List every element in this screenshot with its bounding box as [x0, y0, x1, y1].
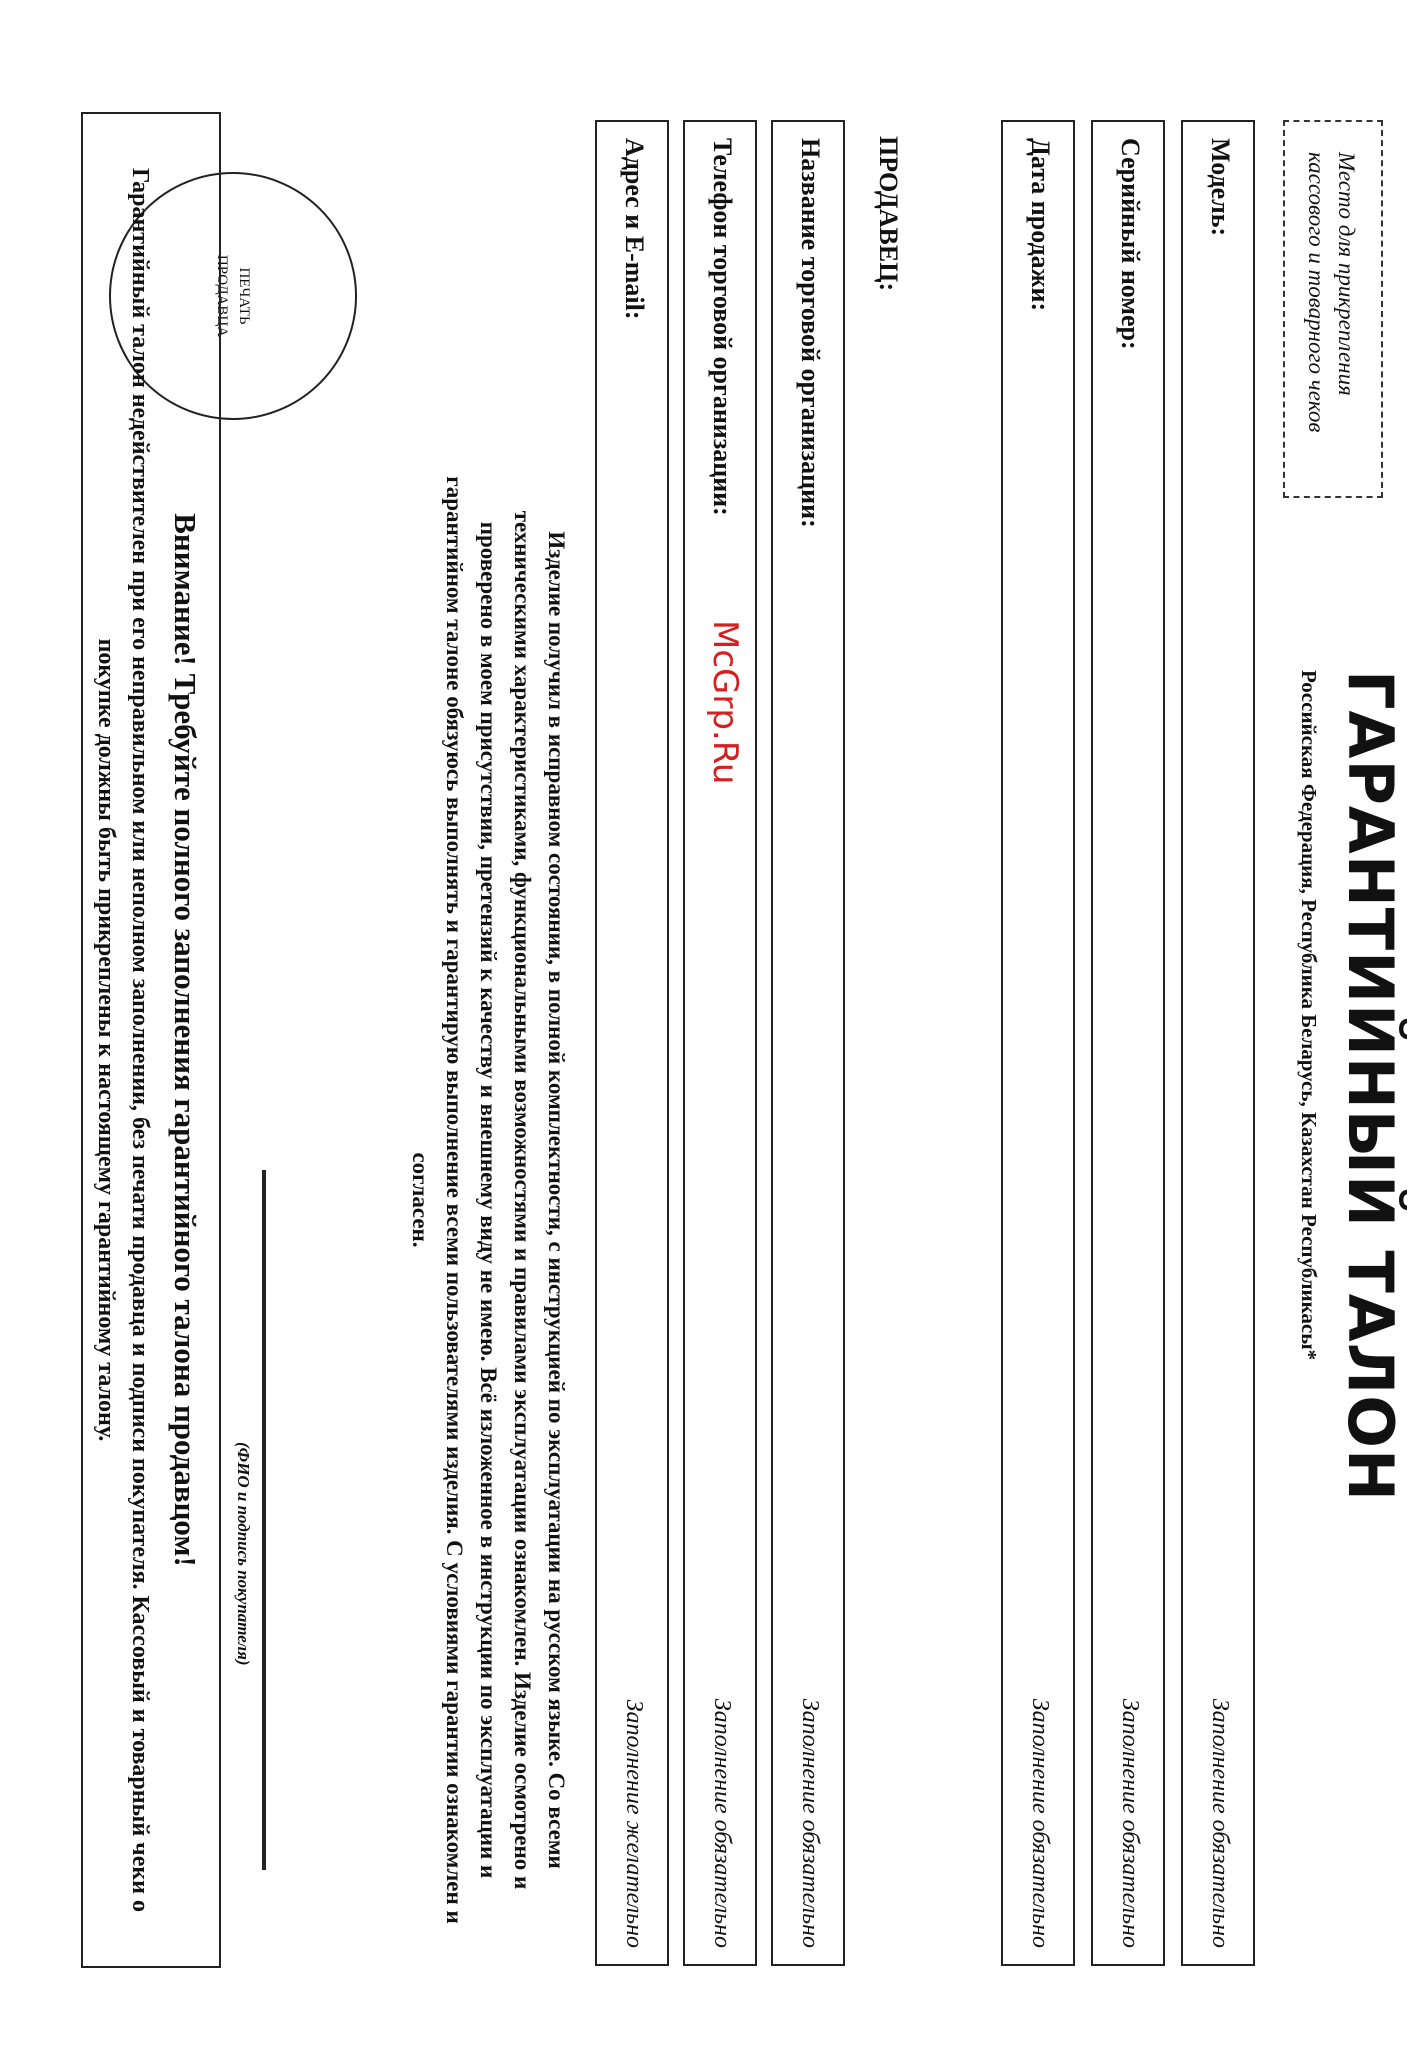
field-model[interactable] — [1181, 120, 1255, 1966]
field-label: Модель: — [1206, 138, 1235, 237]
stamp-line2: ПРОДАВЦА — [214, 254, 230, 338]
stamp-line1: ПЕЧАТЬ — [236, 267, 252, 325]
field-requirement: Заполнение обязательно — [709, 1698, 735, 1948]
signature-label: (ФИО и подпись покупателя) — [234, 1442, 253, 1666]
field-requirement: Заполнение обязательно — [797, 1698, 823, 1948]
field-requirement: Заполнение обязательно — [1207, 1698, 1233, 1948]
receipt-attach-area — [1283, 120, 1383, 498]
buyer-statement: Изделие получил в исправном состоянии, в полной комплектности, с инструкцией по эксплуатации на русском языке. Со всеми техническими характеристиками, функциональными возможностями и правилами эксплуатации ознакомлен. Изделие осмотрено и проверено в моем присутствии, претензий к качеству и внешнему виду не имею. Всё изложенное в инструкции по эксплуатации и гарантийном талоне обязуюсь выполнять и гарантирую выполнение всеми пользователями изделия. С условиями гарантии ознакомлен и согласен. — [408, 476, 569, 1924]
field-label: Серийный номер: — [1116, 138, 1145, 350]
field-label: Адрес и E-mail: — [620, 138, 649, 320]
field-label: Дата продажи: — [1026, 138, 1055, 312]
field-serial-number[interactable] — [1091, 120, 1165, 1966]
field-address-email[interactable] — [595, 120, 669, 1966]
receipt-area-line2: кассового и товарного чеков — [1304, 152, 1329, 433]
warning-text: Гарантийный талон недействителен при его неправильном или неполном заполнении, без печати продавца и подписи покупателя. Кассовый и товарный чеки о покупке должны быть прикреплены к настоящему гарантийному талону. — [93, 167, 153, 1913]
field-label: Название торговой организации: — [796, 138, 825, 528]
field-requirement: Заполнение обязательно — [1027, 1698, 1053, 1948]
warning-box — [81, 112, 221, 1968]
field-label: Телефон торговой организации: — [708, 138, 737, 516]
field-requirement: Заполнение обязательно — [1117, 1698, 1143, 1948]
warning-heading: Внимание! Требуйте полного заполнения гарантийного талона продавцом! — [168, 513, 203, 1567]
field-requirement: Заполнение желательно — [621, 1699, 647, 1948]
signature-line[interactable] — [262, 1170, 266, 1870]
field-organization-phone[interactable] — [683, 120, 757, 1966]
watermark: McGrp.Ru — [705, 620, 745, 785]
receipt-area-line1: Место для прикрепления — [1334, 152, 1359, 396]
card-subtitle: Российская Федерация, Республика Беларусь, Казахстан Республикасы* — [1297, 670, 1321, 1361]
seller-heading: ПРОДАВЕЦ: — [874, 136, 903, 292]
field-organization-name[interactable] — [771, 120, 845, 1966]
field-sale-date[interactable] — [1001, 120, 1075, 1966]
card-title: ГАРАНТИЙНЫЙ ТАЛОН — [1334, 670, 1407, 1502]
